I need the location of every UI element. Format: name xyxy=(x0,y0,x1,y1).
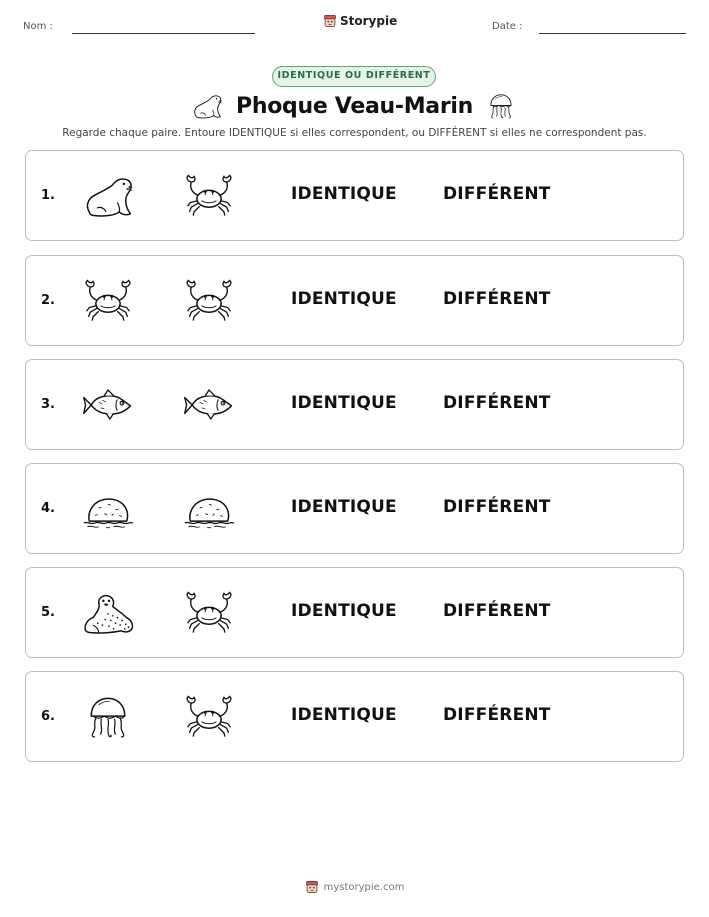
page-footer xyxy=(0,880,709,894)
fish-icon xyxy=(80,378,136,432)
row-number: 4. xyxy=(41,501,55,516)
jellyfish-icon xyxy=(484,92,518,120)
row-number: 3. xyxy=(41,397,55,412)
option-different[interactable]: DIFFÉRENT xyxy=(443,289,551,309)
instructions: Regarde chaque paire. Entoure IDENTIQUE si elles correspondent, ou DIFFÉRENT si elles ne correspondent pas. xyxy=(62,127,647,139)
page-header xyxy=(0,0,709,50)
option-identique[interactable]: IDENTIQUE xyxy=(291,601,397,621)
storypie-mascot-icon xyxy=(323,14,337,28)
rock-icon xyxy=(80,482,136,536)
option-identique[interactable]: IDENTIQUE xyxy=(291,393,397,413)
option-different[interactable]: DIFFÉRENT xyxy=(443,705,551,725)
crab-icon xyxy=(80,274,136,328)
name-field[interactable] xyxy=(72,33,255,34)
jellyfish-icon xyxy=(80,690,136,744)
row-number: 2. xyxy=(41,293,55,308)
option-identique[interactable]: IDENTIQUE xyxy=(291,184,397,204)
page-title: Phoque Veau-Marin xyxy=(236,94,473,119)
storypie-mascot-icon xyxy=(305,880,319,894)
pair-row xyxy=(25,255,684,346)
crab-icon xyxy=(181,169,237,223)
pair-row xyxy=(25,359,684,450)
option-different[interactable]: DIFFÉRENT xyxy=(443,601,551,621)
date-field[interactable] xyxy=(539,33,686,34)
pair-row xyxy=(25,150,684,241)
row-number: 1. xyxy=(41,188,55,203)
title-row xyxy=(0,90,709,124)
row-number: 6. xyxy=(41,709,55,724)
rock-icon xyxy=(181,482,237,536)
brand-logo xyxy=(323,14,397,28)
option-identique[interactable]: IDENTIQUE xyxy=(291,705,397,725)
worksheet-type-badge: IDENTIQUE OU DIFFÉRENT xyxy=(272,66,436,87)
pair-row xyxy=(25,671,684,762)
option-different[interactable]: DIFFÉRENT xyxy=(443,497,551,517)
pair-row xyxy=(25,567,684,658)
date-label: Date : xyxy=(492,21,523,32)
fish-icon xyxy=(181,378,237,432)
name-label: Nom : xyxy=(23,21,53,32)
crab-icon xyxy=(181,274,237,328)
seal-icon xyxy=(80,169,136,223)
crab-icon xyxy=(181,690,237,744)
option-identique[interactable]: IDENTIQUE xyxy=(291,497,397,517)
spotted-seal-icon xyxy=(80,586,136,640)
option-identique[interactable]: IDENTIQUE xyxy=(291,289,397,309)
crab-icon xyxy=(181,586,237,640)
row-number: 5. xyxy=(41,605,55,620)
seal-icon xyxy=(190,92,224,120)
option-different[interactable]: DIFFÉRENT xyxy=(443,184,551,204)
footer-url[interactable]: mystorypie.com xyxy=(323,881,405,893)
pair-row xyxy=(25,463,684,554)
option-different[interactable]: DIFFÉRENT xyxy=(443,393,551,413)
brand-name: Storypie xyxy=(340,14,398,28)
